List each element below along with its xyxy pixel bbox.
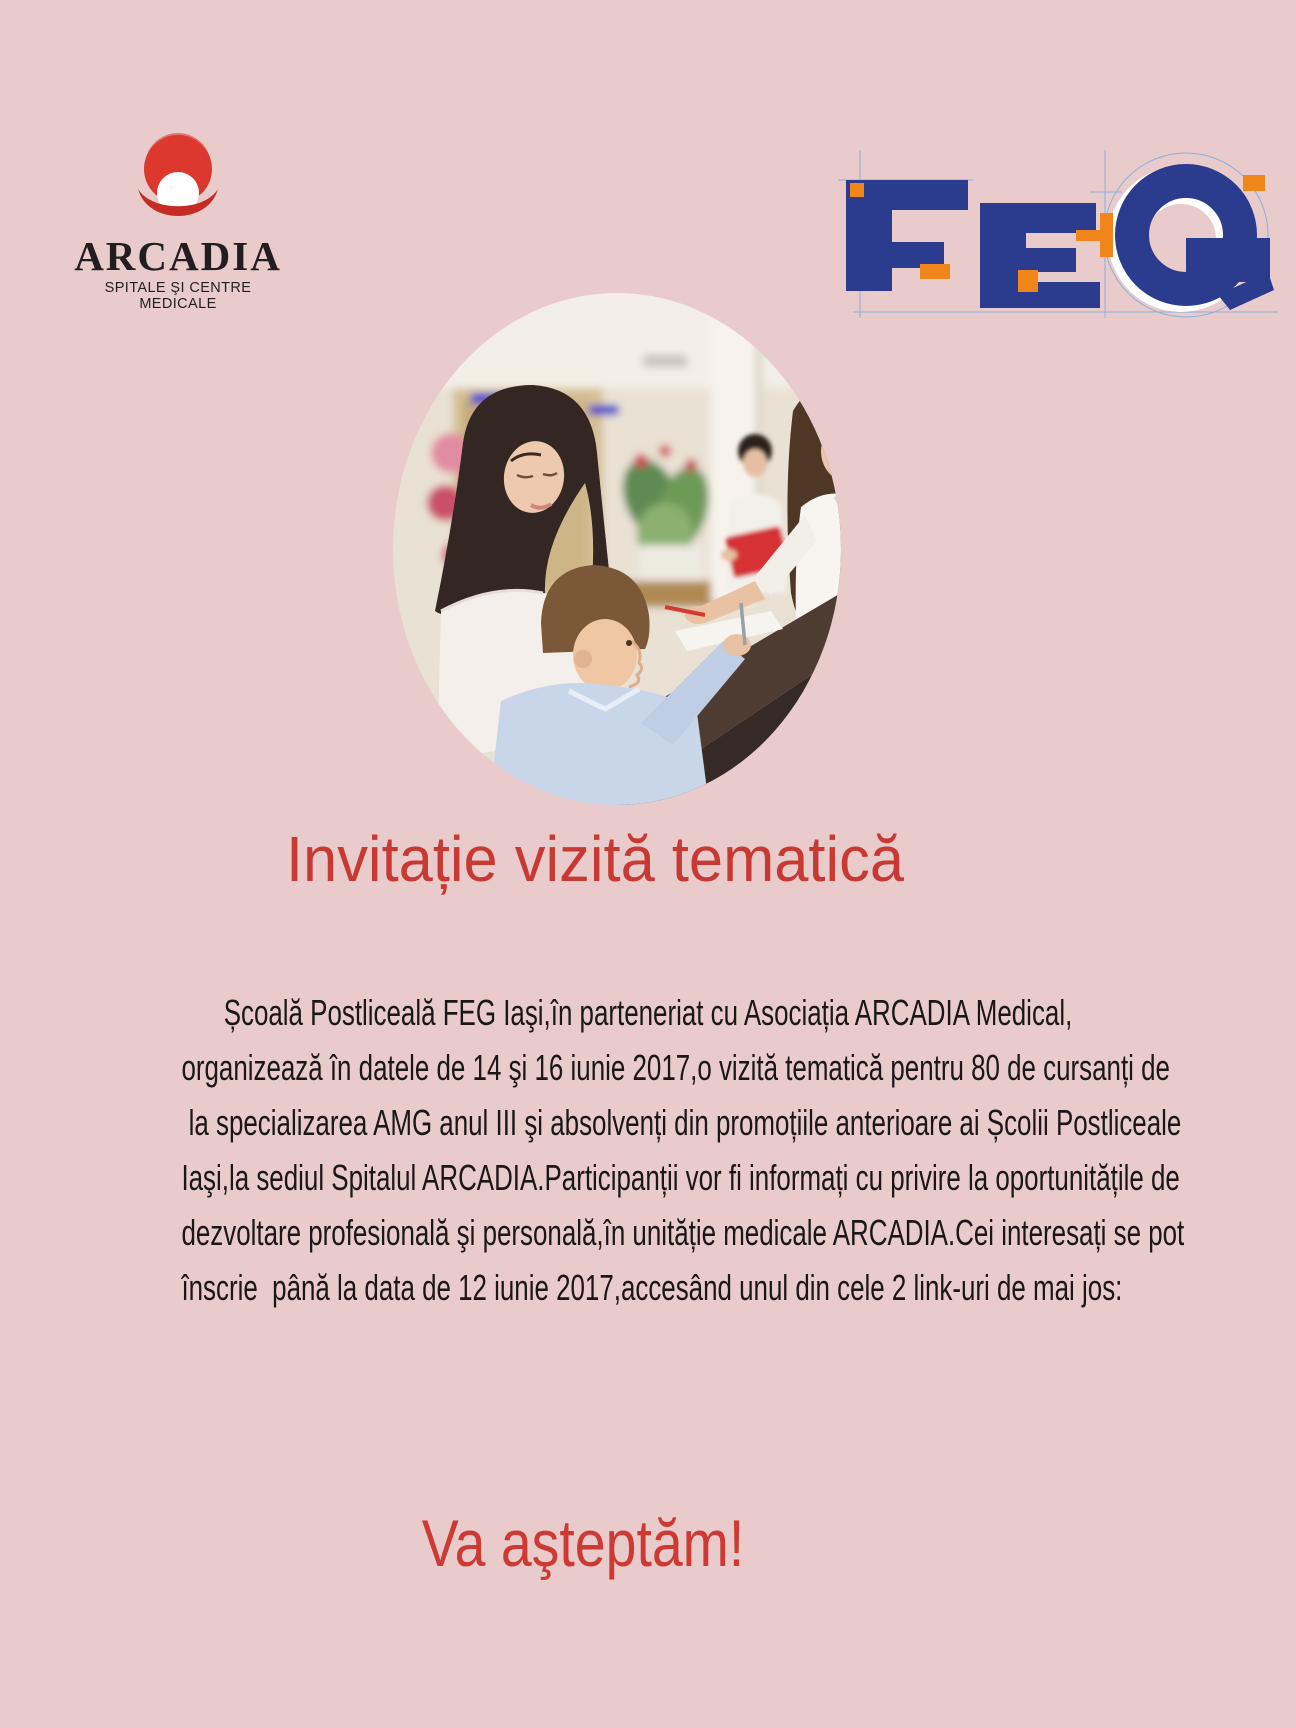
paragraph-line: dezvoltare profesională şi personală,în unităție medicale ARCADIA.Cei interesați se pot: [181, 1212, 1185, 1253]
feg-letter-g-ring: [1132, 181, 1240, 289]
invitation-paragraph: [181, 985, 1185, 1315]
arcadia-logo: [70, 133, 286, 312]
paragraph-line: înscrie până la data de 12 iunie 2017,accesând unul din cele 2 link-uri de mai jos:: [181, 1267, 1123, 1308]
feg-logo: [838, 150, 1283, 320]
paragraph-line: Școală Postliceală FEG Iaşi,în parteneriat cu Asociația ARCADIA Medical,: [223, 992, 1073, 1033]
hospital-reception-photo: [393, 293, 841, 805]
arcadia-tagline: SPITALE ŞI CENTRE MEDICALE: [104, 280, 252, 313]
paragraph-line: organizează în datele de 14 şi 16 iunie 2017,o vizită tematică pentru 80 de cursanți de: [181, 1047, 1170, 1088]
paragraph-line: Iaşi,la sediul Spitalul ARCADIA.Participanții vor fi informați cu privire la oportunitățile de: [181, 1157, 1180, 1198]
feg-letter-e: [980, 203, 1100, 308]
paragraph-line: la specializarea AMG anul III şi absolvenți din promoțiile anterioare ai Școlii Postliceale: [181, 1102, 1182, 1143]
arcadia-icon: [128, 133, 228, 233]
closing-text: Va aşteptăm!: [421, 1506, 745, 1580]
invitation-title: Invitație vizită tematică: [285, 823, 905, 895]
feg-letters: [846, 180, 1274, 310]
arcadia-wordmark: ARCADIA: [74, 233, 282, 279]
